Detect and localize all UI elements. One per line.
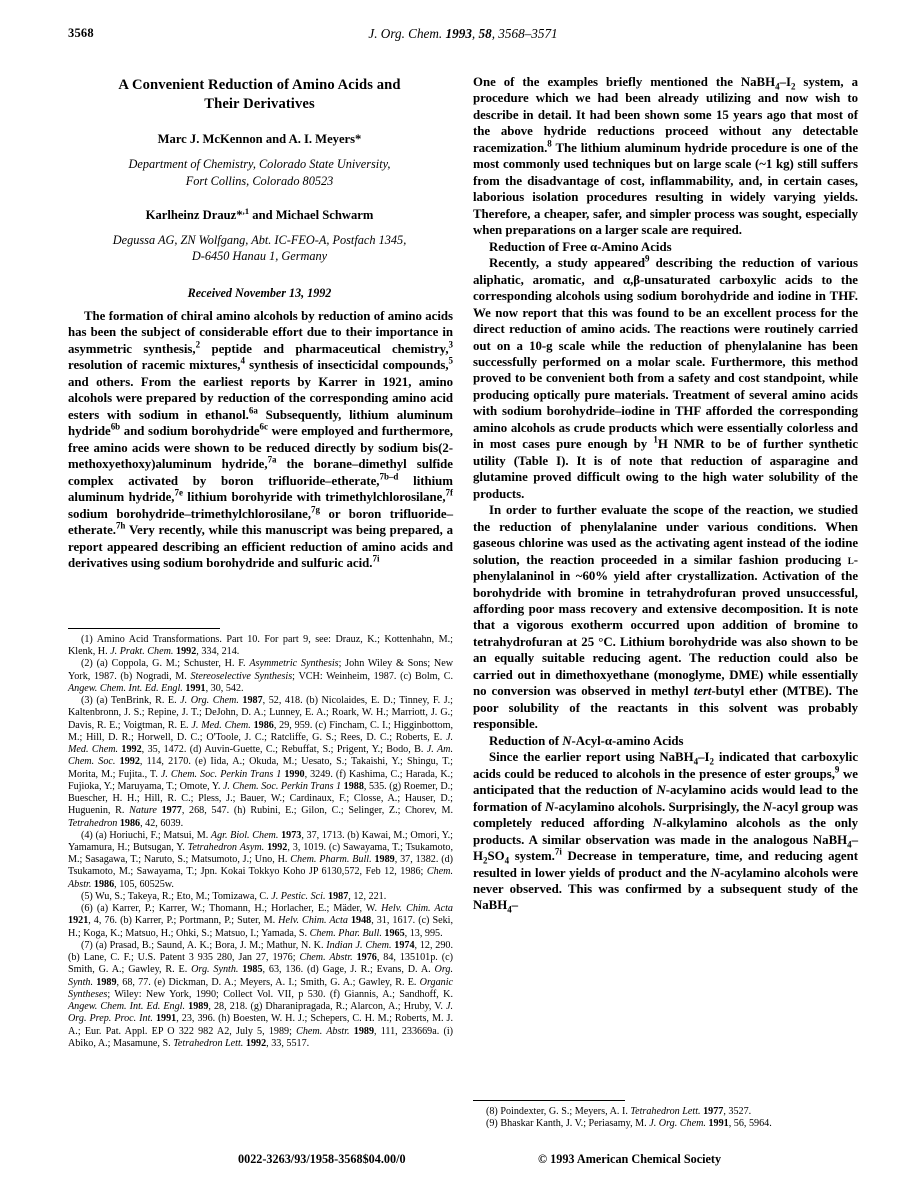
affiliation-secondary-line1: Degussa AG, ZN Wolfgang, Abt. IC-FEO-A, Postfach 1345, [112,233,407,248]
reference-9: (9) Bhaskar Kanth, J. V.; Periasamy, M. J. Org. Chem. 1991, 56, 5964. [486,1118,772,1130]
footnote-rule-right [473,1100,625,1101]
article-title-line1: A Convenient Reduction of Amino Acids and [118,77,401,93]
reference-6: (6) (a) Karrer, P.; Karrer, W.; Thomann, H.; Horlacher, E.; Mäder, W. Helv. Chim. Acta 1921, 4, 76. (b) Karrer, P.; Portmann, P.; Suter, M. Helv. Chim. Acta 1948, 31, 1617. (c) Seki, H.; Koga, K.; Matsuo, H.; Ohki, S.; Matsuo, I.; Yamada, S. Chem. Phar. Bull. 1965, 13, 995. [68,903,453,939]
issn-code: 0022-3263/93/1958-3568$04.00/0 [238,1152,406,1166]
page-folio: 3568 [68,26,94,40]
copyright-notice: © 1993 American Chemical Society [538,1152,722,1166]
received-date-text: Received November 13, 1992 [187,285,332,300]
affiliation-primary-line1: Department of Chemistry, Colorado State University, [128,157,391,172]
author-list-primary [68,131,451,147]
journal-citation-text: J. Org. Chem. 1993, 58, 3568–3571 [368,26,558,41]
author-list-primary-text: Marc J. McKennon and A. I. Meyers* [157,131,362,146]
right-column-body [473,74,858,914]
author-list-secondary-text: Karlheinz Drauz*$^{,1}$ and Michael Schwarm [145,205,374,222]
reference-2: (2) (a) Coppola, G. M.; Schuster, H. F. Asymmetric Synthesis; John Wiley & Sons; New York, 1987. (b) Nogradi, M. Stereoselective Synthesis; VCH: Weinheim, 1987. (c) Bolm, C. Angew. Chem. Int. Ed. Engl. 1991, 30, 542. [68,658,454,694]
footnote-rule [68,628,220,629]
left-column-footnotes [68,628,453,1050]
author-list-secondary [68,207,451,223]
reference-4: (4) (a) Horiuchi, F.; Matsui, M. Agr. Biol. Chem. 1973, 37, 1713. (b) Kawai, M.; Omori, Y.; Yamamura, H.; Butsugan, Y. Tetrahedron Asym. 1992, 3, 1019. (c) Sawayama, T.; Tsukamoto, M.; Sasagawa, T.; Naruto, S.; Matsumoto, J.; Uno, H. Chem. Pharm. Bull. 1989, 37, 1382. (d) Tsukamoto, M.; Sawayama, T.; Jpn. Kokai Tokkyo Koho JP 6130,572, Feb 12, 1986; Chem. Abstr. 1986, 105, 60525w. [68,829,454,890]
affiliation-primary-line2: Fort Collins, Colorado 80523 [185,173,334,188]
running-head [68,26,858,46]
reference-3: (3) (a) TenBrink, R. E. J. Org. Chem. 1987, 52, 418. (b) Nicolaides, E. D.; Tinney, F. J.; Kaltenbronn, J. S.; Repine, J. T.; DeJohn, D. A.; Lunney, E. A.; Roark, W. H.; Marriott, J. G.; Davis, R. E.; Voigtman, R. E. J. Med. Chem. 1986, 29, 959. (c) Fincham, C. I.; Higginbottom, M.; Hill, D. R.; Horwell, D. C.; O'Toole, J. C.; Ratcliffe, G. S.; Rees, D. C.; Roberts, E. J. Med. Chem. 1992, 35, 1472. (d) Auvin-Guette, C.; Rebuffat, S.; Prigent, Y.; Bodo, B. J. Am. Chem. Soc. 1992, 114, 2170. (e) Iida, A.; Okuda, M.; Uesato, S.; Takaishi, Y.; Shingu, T.; Morita, M.; Fujita., T. J. Chem. Soc. Perkin Trans 1 1990, 3249. (f) Kashima, C.; Harada, K.; Fujioka, Y.; Maruyama, T.; Omote, Y. J. Chem. Soc. Perkin Trans 1 1988, 535. (g) Roemer, D.; Buescher, H. H.; Hill, R. C.; Pless, J.; Bauer, W.; Cardinaux, F.; Closse, A.; Hauser, D.; Huguenin, R. Nature 1977, 268, 547. (h) Rubini, E.; Gilon, C.; Selinger, Z.; Chorev, M. Tetrahedron 1986, 42, 6039. [68,695,454,829]
affiliation-secondary-line2: D-6450 Hanau 1, Germany [191,249,328,264]
affiliation-secondary [68,232,451,264]
reference-7: (7) (a) Prasad, B.; Saund, A. K.; Bora, J. M.; Mathur, N. K. Indian J. Chem. 1974, 12, 290. (b) Lane, C. F.; U.S. Patent 3 935 280, Jan 27, 1976; Chem. Abstr. 1976, 84, 135101p. (c) Smith, G. A.; Gawley, R. E. Org. Synth. 1985, 63, 136. (d) Gage, J. R.; Evans, D. A. Org. Synth. 1989, 68, 77. (e) Dickman, D. A.; Meyers, A. I.; Smith, G. A.; Gawley, R. E. Organic Syntheses; Wiley: New York, 1990; Collect Vol. VII, p 530. (f) Giannis, A.; Sandhoff, K. Angew. Chem. Int. Ed. Engl. 1989, 28, 218. (g) Dharanipragada, R.; Alarcon, A.; Hruby, V. J. Org. Prep. Proc. Int. 1991, 23, 396. (h) Boesten, W. H. J.; Schepers, C. H. M.; Roberts, M. J. A.; Eur. Pat. Appl. EP O 322 982 A2, July 5, 1989; Chem. Abstr. 1989, 111, 233669a. (i) Abiko, A.; Masamune, S. Tetrahedron Lett. 1992, 33, 5517. [68,939,454,1049]
section-heading-n-acyl-amino-acids: Reduction of N-Acyl-α-amino Acids [489,733,684,748]
title-block [68,76,451,301]
paragraph-4: In order to further evaluate the scope of the reaction, we studied the reduction of phenylalanine under various conditions. When gaseous chlorine was used as the activating agent instead of the iodine solution, the reaction proceeded in a similar fashion producing l-phenylalaninol in ~60% yield after crystallization. Activation of the borohydride with bromine in tetrahydrofuran proved unsuccessful, affording poor mass recovery and extensive decomposition. It is note that a vigorous exotherm occurred upon addition of bromine to tetrahydrofuran at 25 °C. Lithium borohydride was also shown to be an equally suitable reducing agent. The reduction could also be carried out in dimethoxyethane (monoglyme, DME) while essentially no conversion was observed in methyl tert-butyl ether (MTBE). The poor solubility of the reactants in this solvent was probably responsible. [473,503,858,732]
paragraph-5: Since the earlier report using $NaBH_4-I_2$ indicated that carboxylic acids could be reduced to alcohols in the presence of ester groups,$^9$ we anticipated that the reduction of N-acylamino acids would lead to the formation of N-acylamino alcohols. Surprisingly, the N-acyl group was completely reduced affording N-alkylamino alcohols as the only products. A similar observation was made in the analogous $NaBH_4-H_2SO_4$ system.$^{7i}$ Decrease in temperature, time, and reducing agent resulted in lower yields of product and the N-acylamino alcohols were never observed. This was confirmed by a subsequent study of the NaBH$_4$– [473,750,859,915]
reference-1: (1) Amino Acid Transformations. Part 10. For part 9, see: Drauz, K.; Kottenhahn, M.; Klenk, H. J. Prakt. Chem. 1992, 334, 214. [68,634,453,658]
section-heading-free-amino-acids: Reduction of Free α-Amino Acids [489,239,672,254]
left-column-body [68,308,453,608]
reference-5: (5) Wu, S.; Takeya, R.; Eto, M.; Tomizawa, C. J. Pestic. Sci. 1987, 12, 221. [81,890,387,902]
paragraph-1: The formation of chiral amino alcohols by reduction of amino acids has been the subject of considerable effort due to their importance in asymmetric synthesis,$^2$ peptide and pharmaceutical chemistry,$^3$ resolution of racemic mixtures,$^4$ synthesis of insecticidal compounds,$^5$ and others. From the earliest reports by Karrer in 1921, amino alcohols were prepared by reduction of the corresponding amino acid esters with sodium in ethanol.$^{6a}$ Subsequently, lithium aluminum hydride$^{6b}$ and sodium borohydride$^{6c}$ were employed and furthermore, free amino acids were shown to be reduced directly by sodium bis(2-methoxyethoxy)aluminum hydride,$^{7a}$ the borane–dimethyl sulfide complex activated by boron trifluoride–etherate,$^{7b-d}$ lithium aluminum hydride,$^{7e}$ lithium borohyride with trimethylchlorosilane,$^{7f}$ sodium borohydride–trimethylchlorosilane,$^{7g}$ or boron trifluoride–etherate.$^{7h}$ Very recently, while this manuscript was being prepared, a report appeared describing an efficient reduction of amino acids and derivatives using sodium borohydride and sulfuric acid.$^{7i}$ [68,309,453,571]
paragraph-2: One of the examples briefly mentioned the $NaBH_4-I_2$ system, a procedure which we had been already utilizing and now wish to describe in detail. It had been shown some 15 years ago that most of the above hydride reductions proceed without any detectable racemization.$^8$ The lithium aluminum hydride procedure is one of the most commonly used techniques but on large scale (~1 kg) still suffers from the disadvantage of cost, inflammability, and, in certain cases, laborious isolation procedures resulting in widely varying yields. Therefore, a cheaper, safer, and simpler process was sought, especially when preparations on a larger scale are required. [473,75,859,238]
right-column-footnotes [473,1100,858,1130]
affiliation-primary [68,156,451,188]
journal-citation [68,26,858,42]
paragraph-3: Recently, a study appeared$^9$ describing the reduction of various aliphatic, aromatic, and α,β-unsaturated carboxylic acids to the corresponding alcohols using sodium borohydride and iodine in THF. We now report that this was found to be an excellent process for the direct reduction of amino acids. The reactions were routinely carried out on a 10-g scale while the reduction of phenylalanine has been successfully performed on a molar scale. Furthermore, this method proved to be convenient both from a safety and cost standpoint, while producing optically pure materials. Treatment of several amino acids with sodium borohydride–iodine in THF afforded the corresponding amino alcohols as crude products which were essentially colorless and in most cases pure enough by $^1$H NMR to be of further synthetic utility (Table I). It is of note that reduction of asparagine and glutamine proved difficult owing to the high water solubility of the products. [473,253,858,501]
article-title [68,76,451,114]
article-title-line2: Their Derivatives [204,95,315,112]
received-date [68,286,451,301]
reference-8: (8) Poindexter, G. S.; Meyers, A. I. Tetrahedron Lett. 1977, 3527. [486,1106,752,1117]
